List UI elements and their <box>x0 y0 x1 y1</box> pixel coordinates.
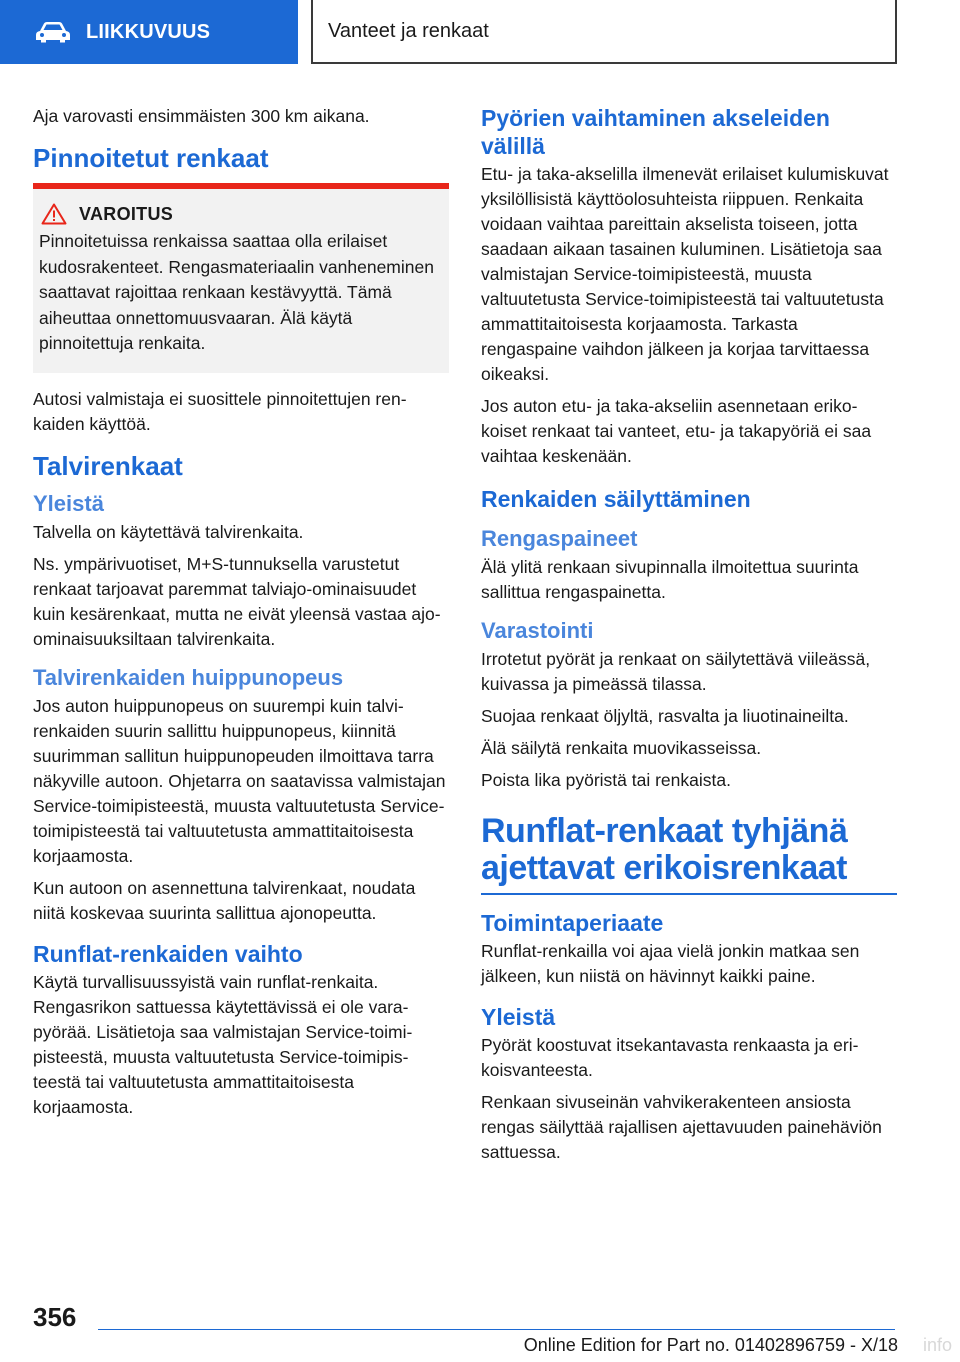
chapter-title: Vanteet ja renkaat <box>328 19 489 42</box>
storing-p1: Irrotetut pyörät ja renkaat on säilytettävä viileässä, kuivassa ja pimeässä tilassa. <box>481 649 871 694</box>
warning-label: VAROITUS <box>79 203 174 224</box>
axle-swap-p2: Jos auton etu- ja taka-akseliin asennetaan erikokoiset renkaat tai vanteet, etu- ja takapyöriä ei saa vaihtaa keskenään. <box>481 396 872 466</box>
section-label: LIIKKUVUUS <box>86 20 211 43</box>
heading-axle-swap: Pyörien vaihtaminen akseleiden välillä <box>481 105 830 159</box>
storing-p2: Suojaa renkaat öljyltä, rasvalta ja liuotinaineilta. <box>481 706 849 726</box>
left-column <box>33 104 449 1127</box>
heading-principle: Toimintaperiaate <box>481 910 664 936</box>
heading-tire-pressure: Rengaspaineet <box>481 526 638 551</box>
winter-max-speed-p2: Kun autoon on asennettuna talvirenkaat, noudata niitä koskevaa suurinta sallittua ajonopeutta. <box>33 877 416 923</box>
winter-general-p1: Talvella on käytettävä talvirenkaita. <box>33 521 304 542</box>
winter-max-speed-p1: Jos auton huippunopeus on suurempi kuin talvirenkaiden suurin sallittu huippunopeus, kiinnitä suurimman sallitun huippunopeuden ilmoittava tarra näkyville autoon. Ohjetarra on saatavissa valmistajan Service-toimipisteestä, muusta valtuutetusta Service-toimipisteestä tai valtuutetusta ammattitaitoisesta korjaamosta. <box>33 695 446 866</box>
right-column <box>481 104 897 1172</box>
heading-winter-general: Yleistä <box>33 490 104 516</box>
storing-p3: Älä säilytä renkaita muovikasseissa. <box>481 738 762 758</box>
heading-runflat-tires: Runflat-renkaat tyhjänä ajettavat erikoisrenkaat <box>481 813 897 895</box>
chapter-title-box <box>311 0 897 64</box>
watermark: info <box>922 1335 952 1355</box>
intro-paragraph: Aja varovasti ensimmäisten 300 km aikana. <box>33 106 370 126</box>
runflat-general-p2: Renkaan sivuseinän vahvikerakenteen ansiosta rengas säilyttää rajallisen ajettavuuden painehäviön sattuessa. <box>481 1092 882 1162</box>
tire-pressure-p1: Älä ylitä renkaan sivupinnalla ilmoitettua suurinta sallittua rengaspainetta. <box>481 557 859 602</box>
heading-runflat-change: Runflat-renkaiden vaihto <box>33 940 303 967</box>
page-header <box>0 0 960 66</box>
heading-winter-max-speed: Talvirenkaiden huippunopeus <box>33 664 344 690</box>
coated-tires-paragraph: Autosi valmistaja ei suosittele pinnoitettujen renkaiden käyttöä. <box>33 388 407 434</box>
axle-swap-p1: Etu- ja taka-akselilla ilmenevät erilaiset kulumiskuvat yksilöllisistä käyttöolosuhteista riippuen. Renkaita voidaan vaihtaa pareittain akselista toiseen, jotta saadaan aikaan tasainen kuluminen. Lisätietoja saa valmistajan Service-toimipisteestä, muusta valtuutetusta Service-toimipisteestä tai valtuutetusta ammattitaitoisesta korjaamosta. Tarkasta rengaspaine vaihdon jälkeen ja korjaa tarvittaessa oikeaksi. <box>481 164 889 384</box>
principle-p1: Runflat-renkailla voi ajaa vielä jonkin matkaa sen jälkeen, kun niistä on hävinnyt kaikki paine. <box>481 941 860 986</box>
heading-runflat-general: Yleistä <box>481 1004 556 1030</box>
heading-storing: Varastointi <box>481 618 594 643</box>
page-number: 356 <box>33 1302 77 1332</box>
section-tab <box>0 0 298 64</box>
runflat-change-p1: Käytä turvallisuussyistä vain runflat-renkaita. Rengasrikon sattuessa käytettävissä ei ole varapyörää. Lisätietoja saa valmistajan Service-toimipisteestä, muusta valtuutetusta Service-toimipisteestä tai valtuutetusta ammattitaitoisesta korjaamosta. <box>33 971 413 1117</box>
runflat-general-p1: Pyörät koostuvat itsekantavasta renkaasta ja erikoisvanteesta. <box>481 1035 859 1080</box>
warning-header <box>41 203 443 225</box>
storing-p4: Poista lika pyöristä tai renkaista. <box>481 770 731 790</box>
winter-general-p2: Ns. ympärivuotiset, M+S-tunnuksella varustetut renkaat tarjoavat paremmat talviajo-ominaisuudet kuin kesärenkaat, mutta ne eivät yleensä vastaa ajo-ominaisuuksiltaan talvirenkaita. <box>33 553 441 649</box>
warning-triangle-icon <box>41 203 67 225</box>
footer-rule <box>98 1329 895 1330</box>
heading-winter-tires: Talvirenkaat <box>33 450 183 481</box>
car-icon <box>34 20 72 44</box>
warning-text: Pinnoitetuissa renkaissa saattaa olla erilaiset kudosrakenteet. Rengasmateriaalin vanheneminen saattavat rajoittaa renkaan kestävyyttä. Tämä aiheuttaa onnettomuusvaaran. Älä käytä pinnoitettuja renkaita. <box>39 231 434 353</box>
footer-edition: Online Edition for Part no. 01402896759 - X/18 <box>523 1335 898 1355</box>
heading-storage: Renkaiden säilyttäminen <box>481 486 751 512</box>
heading-coated-tires: Pinnoitetut renkaat <box>33 143 269 173</box>
warning-box <box>33 183 449 373</box>
